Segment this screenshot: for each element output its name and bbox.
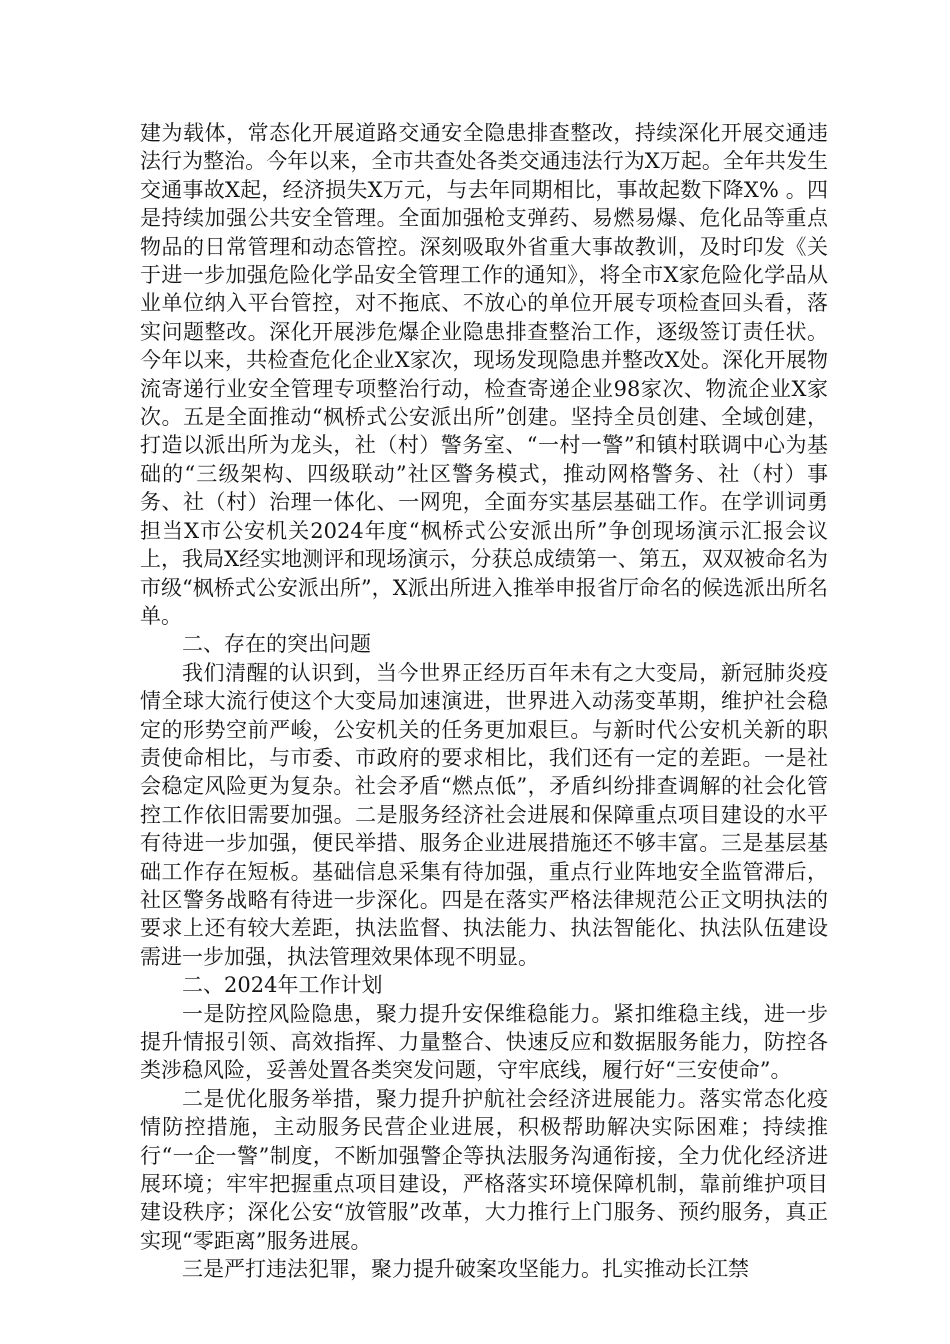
section-heading: 二、2024年工作计划 [182, 973, 383, 998]
section-heading: 二、存在的突出问题 [182, 632, 371, 657]
body-paragraph: 建为载体，常态化开展道路交通安全隐患排查整改，持续深化开展交通违法行为整治。今年以来，全市共查处各类交通违法行为X万起。全年共发生交通事故X起，经济损失X万元，与去年同期相比，事故起数下降X% 。四是持续加强公共安全管理。全面加强枪支弹药、易燃易爆、危化品等重点物品的日常管理和动态管控。深刻吸取外省重大事故教训，及时印发《关于进一步加强危险化学品安全管理工作的通知》，将全市X家危险化学品从业单位纳入平台管控，对不拖底、不放心的单位开展专项检查回头看，落实问题整改。深化开展涉危爆企业隐患排查整治工作，逐级签订责任状。今年以来，共检查危化企业X家次，现场发现隐患并整改X处。深化开展物流寄递行业安全管理专项整治行动，检查寄递企业98家次、物流企业X家次。五是全面推动“枫桥式公安派出所”创建。坚持全员创建、全域创建，打造以派出所为龙头，社（村）警务室、“一村一警”和镇村联调中心为基础的“三级架构、四级联动”社区警务模式，推动网格警务、社（村）事务、社（村）治理一体化、一网兜，全面夯实基层基础工作。在学训词勇担当X市公安机关2024年度“枫桥式公安派出所”争创现场演示汇报会议上，我局X经实地测评和现场演示，分获总成绩第一、第五，双双被命名为市级“枫桥式公安派出所”，X派出所进入推举申报省厅命名的候选派出所名单。 [140, 121, 828, 628]
body-paragraph: 二是优化服务举措，聚力提升护航社会经济进展能力。落实常态化疫情防控措施，主动服务民营企业进展，积极帮助解决实际困难；持续推行“一企一警”制度，不断加强警企等执法服务沟通衔接，全力优化经济进展环境；牢牢把握重点项目建设，严格落实环境保障机制，靠前维护项目建设秩序；深化公安“放管服”改革，大力推行上门服务、预约服务，真正实现“零距离”服务进展。 [140, 1086, 828, 1253]
document-body [140, 119, 828, 1284]
body-paragraph: 我们清醒的认识到，当今世界正经历百年未有之大变局，新冠肺炎疫情全球大流行使这个大变局加速演进，世界进入动荡变革期，维护社会稳定的形势空前严峻，公安机关的任务更加艰巨。与新时代公安机关新的职责使命相比，与市委、市政府的要求相比，我们还有一定的差距。一是社会稳定风险更为复杂。社会矛盾“燃点低”，矛盾纠纷排查调解的社会化管控工作依旧需要加强。二是服务经济社会进展和保障重点项目建设的水平有待进一步加强，便民举措、服务企业进展措施还不够丰富。三是基层基础工作存在短板。基础信息采集有待加强，重点行业阵地安全监管滞后，社区警务战略有待进一步深化。四是在落实严格法律规范公正文明执法的要求上还有较大差距，执法监督、执法能力、执法智能化、执法队伍建设需进一步加强，执法管理效果体现不明显。 [140, 660, 828, 969]
body-paragraph: 一是防控风险隐患，聚力提升安保维稳能力。紧扣维稳主线，进一步提升情报引领、高效指挥、力量整合、快速反应和数据服务能力，防控各类涉稳风险，妥善处置各类突发问题，守牢底线，履行好“三安使命”。 [140, 1001, 828, 1083]
body-paragraph: 三是严打违法犯罪，聚力提升破案攻坚能力。扎实推动长江禁 [182, 1257, 749, 1282]
